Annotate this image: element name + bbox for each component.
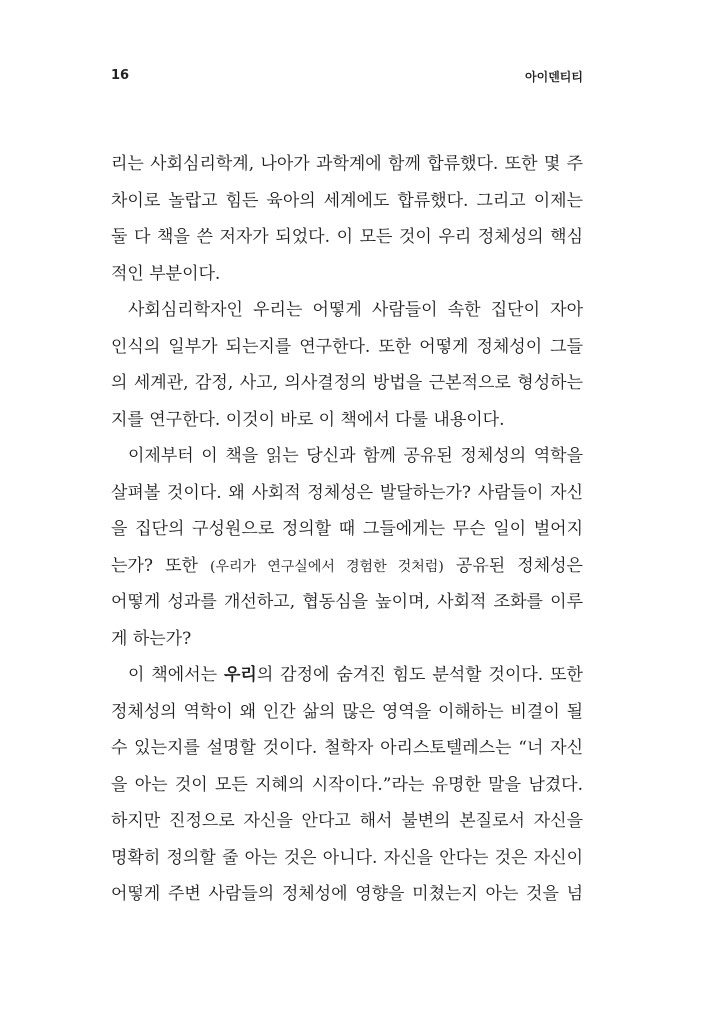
text-line: 차이로 놀랍고 힘든 육아의 세계에도 합류했다. 그리고 이제는 xyxy=(111,190,583,211)
text-line: 을 집단의 구성원으로 정의할 때 그들에게는 무슨 일이 벌어지 xyxy=(111,519,583,539)
text-line: 어떻게 성과를 개선하고, 협동심을 높이며, 사회적 조화를 이루 xyxy=(111,592,583,612)
text-line: 리는 사회심리학계, 나아가 과학계에 함께 합류했다. 또한 몇 주 xyxy=(111,154,583,174)
body-text xyxy=(111,146,583,913)
emphasis-text: 우리 xyxy=(223,665,257,685)
text-segment: 의 감정에 숨겨진 힘도 분석할 것이다. 또한 xyxy=(256,665,583,685)
text-line: 둘 다 책을 쓴 저자가 되었다. 이 모든 것이 우리 정체성의 핵심 xyxy=(111,227,583,247)
text-line: 이제부터 이 책을 읽는 당신과 함께 공유된 정체성의 역학을 xyxy=(128,446,583,466)
paragraph-4 xyxy=(111,657,583,913)
text-line: 정체성의 역학이 왜 인간 삶의 많은 영역을 이해하는 비결이 될 xyxy=(111,701,583,722)
text-line: 하지만 진정으로 자신을 안다고 해서 불변의 본질로서 자신을 xyxy=(111,811,583,831)
paragraph-2 xyxy=(111,292,583,438)
text-segment: 공유된 정체성은 xyxy=(443,555,583,576)
text-line: 사회심리학자인 우리는 어떻게 사람들이 속한 집단이 자아 xyxy=(128,300,583,320)
text-line xyxy=(111,657,583,694)
page-header xyxy=(111,68,583,88)
page-number: 16 xyxy=(111,68,130,83)
text-line: 을 아는 것이 모든 지혜의 시작이다.”라는 유명한 말을 남겼다. xyxy=(111,774,583,795)
text-line: 의 세계관, 감정, 사고, 의사결정의 방법을 근본적으로 형성하는 xyxy=(111,373,583,393)
paragraph-1 xyxy=(111,146,583,292)
text-line: 지를 연구한다. 이것이 바로 이 책에서 다룰 내용이다. xyxy=(111,409,505,430)
text-line: 어떻게 주변 사람들의 정체성에 영향을 미쳤는지 아는 것을 넘 xyxy=(111,884,583,904)
text-line: 명확히 정의할 줄 아는 것은 아니다. 자신을 안다는 것은 자신이 xyxy=(111,847,583,868)
text-line: 살펴볼 것이다. 왜 사회적 정체성은 발달하는가? 사람들이 자신 xyxy=(111,482,583,503)
text-segment: 는가? 또한 xyxy=(111,555,211,576)
text-line: 인식의 일부가 되는지를 연구한다. 또한 어떻게 정체성이 그들 xyxy=(111,336,583,357)
running-title: 아이덴티티 xyxy=(525,70,583,84)
text-line: 수 있는지를 설명할 것이다. 철학자 아리스토텔레스는 “너 자신 xyxy=(111,738,583,758)
text-line: 적인 부분이다. xyxy=(111,263,221,284)
text-line xyxy=(111,548,583,585)
parenthetical-note: (우리가 연구실에서 경험한 것처럼) xyxy=(210,558,444,575)
text-line: 게 하는가? xyxy=(111,628,192,649)
paragraph-3 xyxy=(111,438,583,657)
text-segment: 이 책에서는 xyxy=(128,665,224,685)
